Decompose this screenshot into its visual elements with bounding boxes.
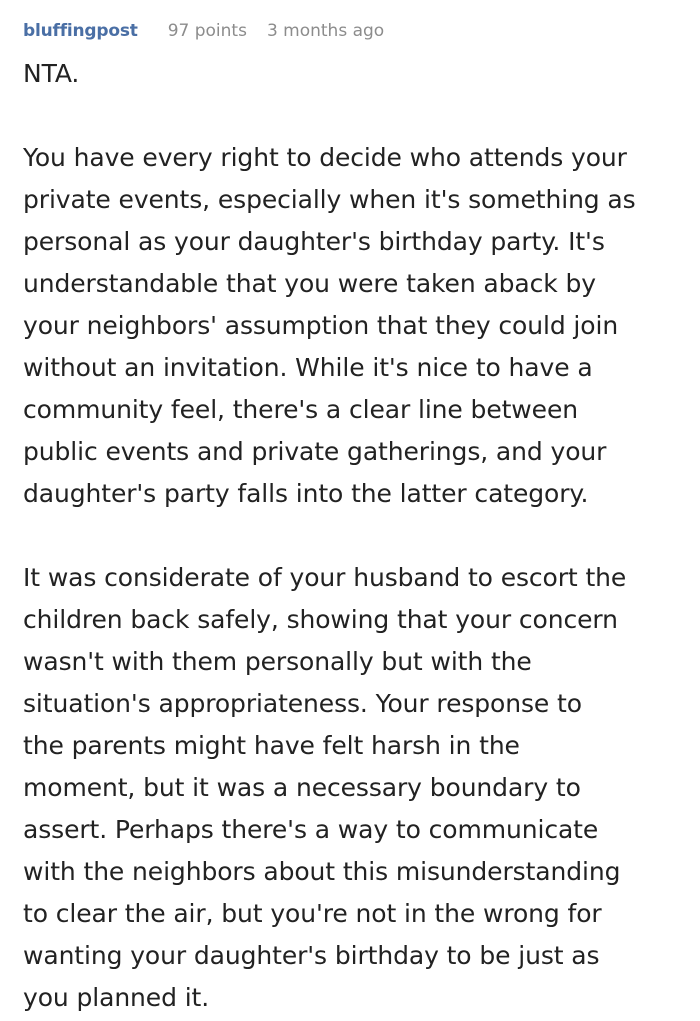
comment-text-line: public events and private gatherings, and your — [23, 437, 607, 466]
comment-text-line: to clear the air, but you're not in the wrong for — [23, 899, 602, 928]
comment-meta — [23, 19, 384, 43]
comment-text-line: private events, especially when it's something as — [23, 185, 636, 214]
comment-paragraph — [23, 53, 683, 95]
comment-text-line: situation's appropriateness. Your response to — [23, 689, 582, 718]
paragraph-spacer — [23, 95, 683, 137]
author-link[interactable]: bluffingpost — [23, 21, 138, 41]
comment-text-line: personal as your daughter's birthday party. It's — [23, 227, 605, 256]
comment-text-line: It was considerate of your husband to escort the — [23, 563, 627, 592]
comment-body — [23, 53, 683, 1019]
points-count: 97 points — [167, 21, 247, 41]
comment-text-line: NTA. — [23, 59, 80, 88]
comment-text-line: understandable that you were taken aback by — [23, 269, 596, 298]
comment-text-line: wanting your daughter's birthday to be just as — [23, 941, 600, 970]
comment-text-line: assert. Perhaps there's a way to communicate — [23, 815, 599, 844]
comment-text-line: You have every right to decide who attends your — [23, 143, 627, 172]
paragraph-spacer — [23, 515, 683, 557]
timestamp: 3 months ago — [266, 21, 385, 41]
comment-text-line: your neighbors' assumption that they could join — [23, 311, 619, 340]
comment-text-line: children back safely, showing that your concern — [23, 605, 618, 634]
comment-text-line: community feel, there's a clear line between — [23, 395, 578, 424]
comment-text-line: wasn't with them personally but with the — [23, 647, 532, 676]
comment-text-line: the parents might have felt harsh in the — [23, 731, 520, 760]
comment-text-line: daughter's party falls into the latter category. — [23, 479, 589, 508]
comment-paragraph — [23, 137, 683, 515]
comment-text-line: moment, but it was a necessary boundary to — [23, 773, 581, 802]
comment-text-line: with the neighbors about this misunderstanding — [23, 857, 621, 886]
comment-paragraph — [23, 557, 683, 1019]
comment-text-line: you planned it. — [23, 983, 210, 1012]
comment-text-line: without an invitation. While it's nice to have a — [23, 353, 593, 382]
